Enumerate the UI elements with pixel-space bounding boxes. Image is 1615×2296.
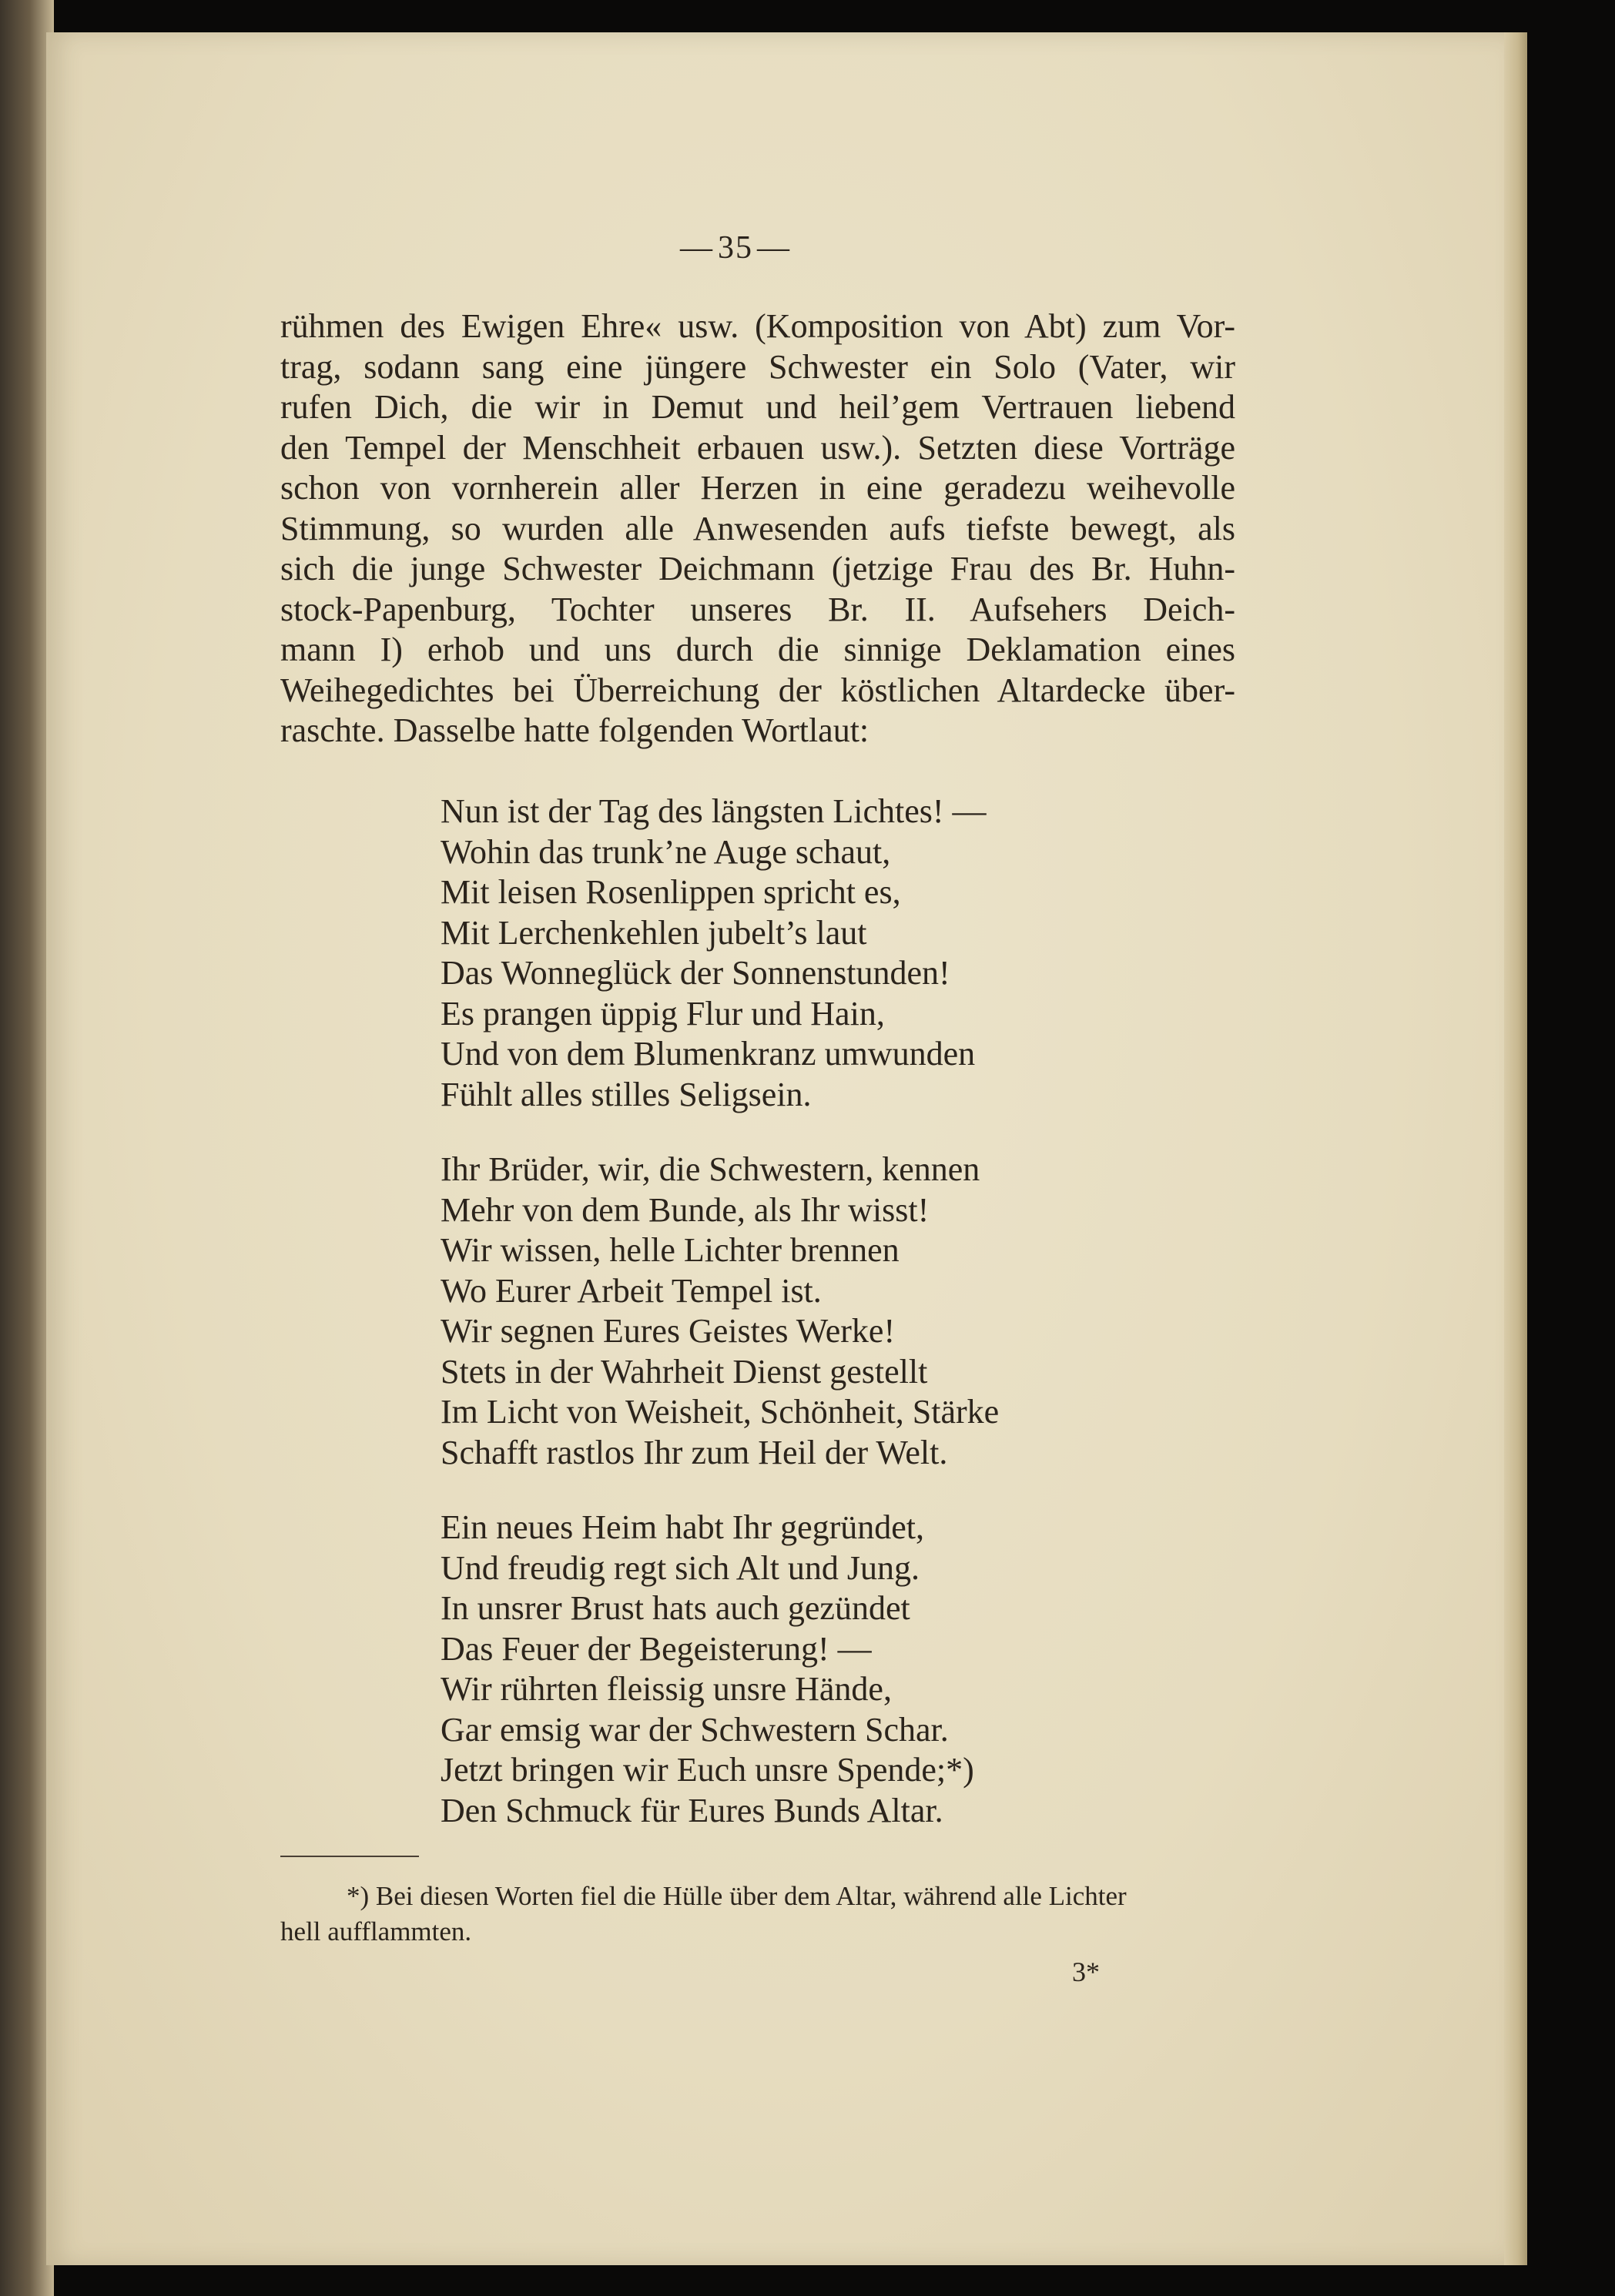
prose-line: den Tempel der Menschheit erbauen usw.). Setzten diese Vorträge [280,428,1235,467]
prose-line: raschte. Dasselbe hatte folgenden Wortlaut: [280,711,869,749]
poem-line: Mit Lerchenkehlen jubelt’s laut [441,913,867,952]
poem-stanza-3 [441,1508,974,1831]
poem-line: Und freudig regt sich Alt und Jung. [441,1548,920,1587]
poem-line: Fühlt alles stilles Seligsein. [441,1075,812,1113]
signature-mark: 3* [1072,1956,1100,1987]
prose-line: Weihegedichtes bei Überreichung der köstlichen Altardecke über- [280,671,1235,709]
prose-line: schon von vornherein aller Herzen in eine geradezu weihevolle [280,469,1235,507]
footnote-rule [280,1856,419,1857]
poem-line: Wo Eurer Arbeit Tempel ist. [441,1271,822,1310]
prose-line: stock-Papenburg, Tochter unseres Br. II. Aufsehers Deich- [280,590,1235,628]
page-edge [1504,32,1527,2265]
poem-line: Wir wissen, helle Lichter brennen [441,1231,900,1269]
poem-line: Jetzt bringen wir Euch unsre Spende;*) [441,1751,974,1789]
poem-line: In unsrer Brust hats auch gezündet [441,1589,910,1627]
poem-line: Schafft rastlos Ihr zum Heil der Welt. [441,1433,948,1471]
poem-line: Den Schmuck für Eures Bunds Altar. [441,1791,943,1829]
poem-line: Es prangen üppig Flur und Hain, [441,994,885,1033]
poem-stanza-2 [441,1150,999,1473]
prose-line: sich die junge Schwester Deichmann (jetzige Frau des Br. Huhn- [280,550,1235,587]
poem-line: Gar emsig war der Schwestern Schar. [441,1710,949,1749]
page-number: — 35 — [680,230,791,266]
poem-line: Und von dem Blumenkranz umwunden [441,1035,976,1073]
poem-stanza-1 [441,792,987,1115]
poem-line: Wohin das trunk’ne Auge schaut, [441,832,891,871]
poem-line: Ein neues Heim habt Ihr gegründet, [441,1508,925,1546]
poem-line: Im Licht von Weisheit, Schönheit, Stärke [441,1393,1000,1431]
prose-line: mann I) erhob und uns durch die sinnige Deklamation eines [280,631,1235,668]
poem-line: Nun ist der Tag des längsten Lichtes! — [441,792,987,830]
footnote [280,1879,1238,1950]
footnote-line-2: hell aufflammten. [280,1916,472,1946]
prose-line: Stimmung, so wurden alle Anwesenden aufs tiefste bewegt, als [280,509,1235,547]
prose-line: rühmen des Ewigen Ehre« usw. (Komposition von Abt) zum Vor- [280,307,1235,345]
poem-line: Stets in der Wahrheit Dienst gestellt [441,1352,928,1391]
poem-line: Mehr von dem Bunde, als Ihr wisst! [441,1190,930,1229]
poem-line: Ihr Brüder, wir, die Schwestern, kennen [441,1150,980,1188]
poem-line: Das Feuer der Begeisterung! — [441,1629,872,1668]
prose-line: rufen Dich, die wir in Demut und heil’gem Vertrauen liebend [280,388,1235,426]
prose-paragraph [280,306,1235,751]
poem-line: Wir rührten fleissig unsre Hände, [441,1670,892,1708]
poem-line: Wir segnen Eures Geistes Werke! [441,1312,896,1350]
poem-line: Mit leisen Rosenlippen spricht es, [441,873,901,911]
poem-line: Das Wonneglück der Sonnenstunden! [441,954,950,992]
prose-line: trag, sodann sang eine jüngere Schwester ein Solo (Vater, wir [280,347,1235,386]
footnote-line-1: *) Bei diesen Worten fiel die Hülle über dem Altar, während alle Lichter [347,1881,1127,1911]
